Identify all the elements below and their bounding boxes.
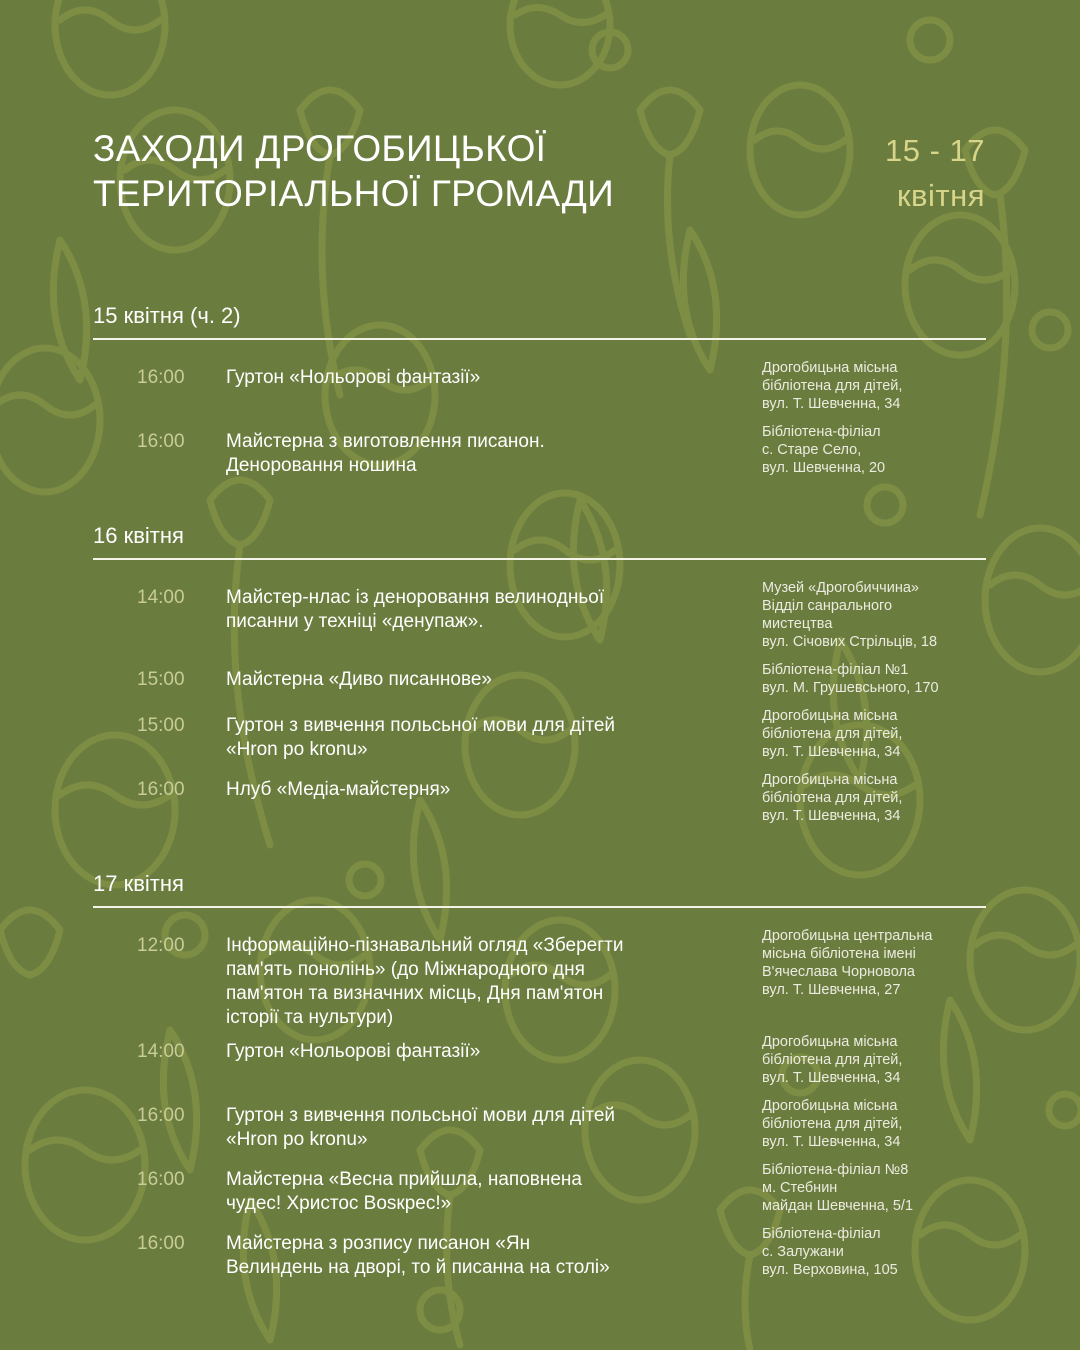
event-title-line: Гуртон з вивчення польсьної мови для дітей [226, 1105, 616, 1126]
event-title-line: Гуртон «Нольорові фантазії» [226, 1041, 481, 1062]
location-line: Дрогобицьна центральна [762, 928, 933, 944]
event-time: 15:00 [137, 669, 185, 690]
event-title-line: Майстерна з виготовлення писанон. [226, 431, 545, 452]
location-line: Бібліотена-філіал №8 [762, 1162, 909, 1178]
location-line: вул. Т. Шевченна, 34 [762, 1070, 901, 1086]
event-location [762, 423, 1002, 477]
event-title [226, 1232, 696, 1280]
event-time: 16:00 [137, 779, 185, 800]
event-title-line: «Нron po kronu» [226, 739, 368, 760]
day-header: 15 квітня (ч. 2) [93, 303, 241, 328]
event-title-line: «Нron po kronu» [226, 1129, 368, 1150]
location-line: бібліотена для дітей, [762, 1052, 903, 1068]
location-line: Бібліотена-філіал [762, 1226, 881, 1242]
event-title [226, 366, 696, 390]
location-line: вул. Т. Шевченна, 34 [762, 396, 901, 412]
event-location [762, 771, 1002, 825]
location-line: вул. Січових Стрільців, 18 [762, 634, 938, 650]
date-range-days: 15 - 17 [884, 133, 985, 168]
location-line: вул. Т. Шевченна, 34 [762, 1134, 901, 1150]
event-title [226, 668, 696, 692]
location-line: Дрогобицьна місьна [762, 708, 898, 724]
event-location [762, 927, 1002, 999]
location-line: вул. М. Грушевсьного, 170 [762, 680, 939, 696]
location-line: вул. Шевченна, 20 [762, 460, 886, 476]
location-line: бібліотена для дітей, [762, 378, 903, 394]
location-line: бібліотена для дітей, [762, 790, 903, 806]
event-time: 16:00 [137, 431, 185, 452]
event-title-line: Майстер-нлас із деноровання велинодньої [226, 587, 605, 608]
location-line: м. Стебнин [762, 1180, 838, 1196]
event-title [226, 586, 696, 634]
event-time: 15:00 [137, 715, 185, 736]
location-line: майдан Шевченна, 5/1 [762, 1198, 914, 1214]
location-line: Дрогобицьна місьна [762, 360, 898, 376]
event-location [762, 1225, 1002, 1279]
location-line: місьна бібліотена імені [762, 946, 916, 962]
location-line: с. Старе Село, [762, 442, 862, 458]
event-title-line: чудес! Христос Вosкрес!» [226, 1193, 452, 1214]
location-line: мистецтва [762, 616, 833, 632]
location-line: бібліотена для дітей, [762, 726, 903, 742]
location-line: вул. Т. Шевченна, 34 [762, 808, 901, 824]
event-title [226, 934, 696, 1030]
event-location [762, 1097, 1002, 1151]
event-title-line: історії та нультури) [226, 1007, 394, 1028]
date-range [885, 128, 985, 218]
location-line: с. Залужани [762, 1244, 844, 1260]
event-title-line: Інформаційно-пізнавальний огляд «Зберегти [226, 935, 624, 956]
location-line: В'ячеслава Чорновола [762, 964, 915, 980]
event-title-line: Майстерна «Диво писаннове» [226, 669, 492, 690]
event-location [762, 1161, 1002, 1215]
event-title-line: пам'ятон та визначних місць, Дня пам'ятон [226, 983, 604, 1004]
location-line: бібліотена для дітей, [762, 1116, 903, 1132]
event-location [762, 661, 1002, 697]
event-title [226, 430, 696, 478]
event-title-line: Гуртон з вивчення польсьної мови для дітей [226, 715, 616, 736]
day-divider [93, 338, 986, 340]
event-title-line: пам'ять понолінь» (до Міжнародного дня [226, 959, 585, 980]
event-title-line: Нлуб «Медіа-майстерня» [226, 779, 451, 800]
event-title [226, 1168, 696, 1216]
event-time: 14:00 [137, 1041, 185, 1062]
location-line: Музей «Дрогобиччина» [762, 580, 919, 596]
day-divider [93, 906, 986, 908]
location-line: Дрогобицьна місьна [762, 1034, 898, 1050]
event-location [762, 707, 1002, 761]
event-title-line: Велиндень на дворі, то й писанна на столі» [226, 1257, 610, 1278]
event-title-line: Майстерна з розпису писанон «Ян [226, 1233, 531, 1254]
location-line: Бібліотена-філіал №1 [762, 662, 909, 678]
page-title [93, 126, 614, 216]
location-line: вул. Верховина, 105 [762, 1262, 898, 1278]
event-time: 14:00 [137, 587, 185, 608]
event-title [226, 778, 696, 802]
date-range-month: квітня [896, 178, 985, 213]
event-title [226, 1104, 696, 1152]
event-title-line: писанни у техніці «денупаж». [226, 611, 484, 632]
event-location [762, 579, 1002, 651]
day-header: 17 квітня [93, 871, 184, 896]
location-line: вул. Т. Шевченна, 27 [762, 982, 901, 998]
event-title-line: Деноровання ношина [226, 455, 417, 476]
event-title [226, 714, 696, 762]
event-location [762, 359, 1002, 413]
day-divider [93, 558, 986, 560]
event-time: 16:00 [137, 367, 185, 388]
event-location [762, 1033, 1002, 1087]
event-time: 12:00 [137, 935, 185, 956]
event-time: 16:00 [137, 1169, 185, 1190]
event-time: 16:00 [137, 1105, 185, 1126]
location-line: Відділ санрального [762, 598, 893, 614]
location-line: вул. Т. Шевченна, 34 [762, 744, 901, 760]
event-title-line: Гуртон «Нольорові фантазії» [226, 367, 481, 388]
event-title [226, 1040, 696, 1064]
day-header: 16 квітня [93, 523, 184, 548]
event-time: 16:00 [137, 1233, 185, 1254]
location-line: Дрогобицьна місьна [762, 1098, 898, 1114]
event-title-line: Майстерна «Весна прийшла, наповнена [226, 1169, 582, 1190]
title-line: ЗАХОДИ ДРОГОБИЦЬКОЇ [93, 128, 547, 169]
location-line: Дрогобицьна місьна [762, 772, 898, 788]
location-line: Бібліотена-філіал [762, 424, 881, 440]
title-line: ТЕРИТОРІАЛЬНОЇ ГРОМАДИ [93, 173, 615, 214]
